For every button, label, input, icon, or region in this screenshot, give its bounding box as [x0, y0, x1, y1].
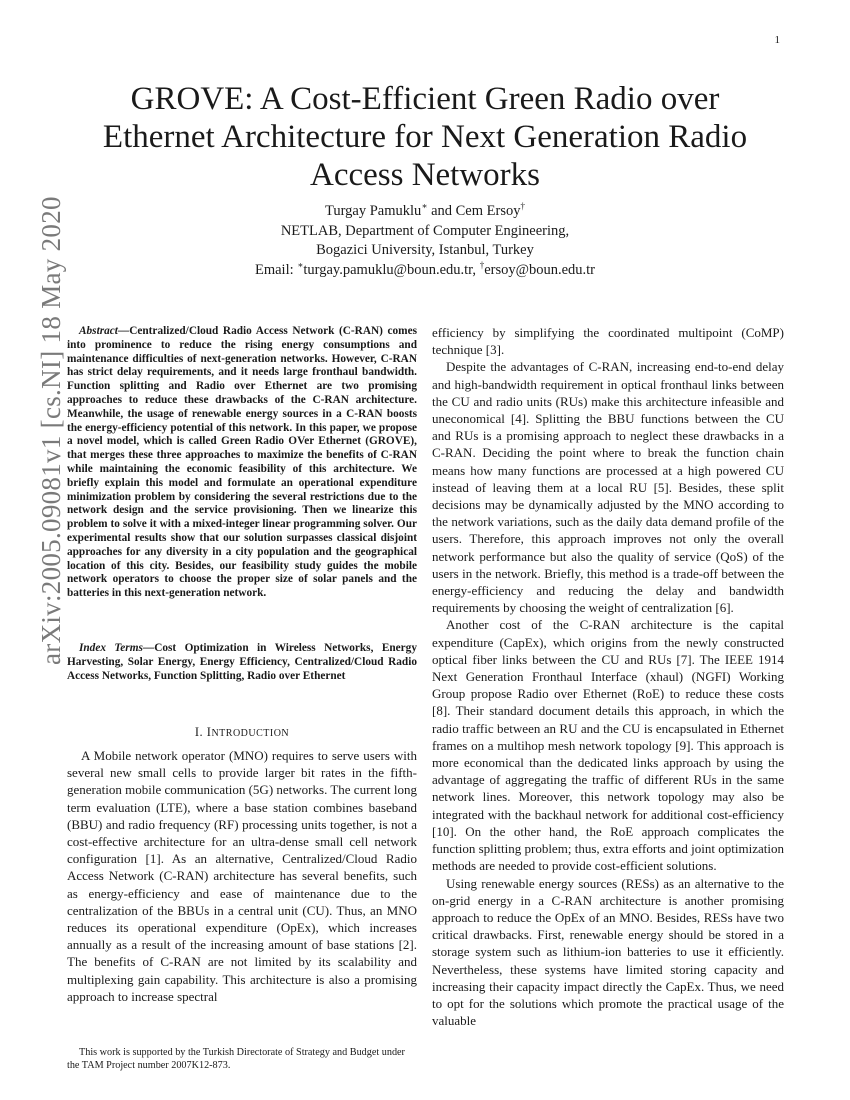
email-address: ersoy@boun.edu.tr	[484, 261, 595, 278]
paper-title	[70, 80, 780, 194]
email-address: turgay.pamuklu@boun.edu.tr,	[303, 261, 477, 278]
author-mark: ∗	[297, 259, 304, 270]
index-terms-label: Index Terms	[79, 642, 143, 654]
introduction-body	[67, 747, 417, 1005]
affiliation: Bogazici University, Istanbul, Turkey	[316, 242, 534, 258]
page-number: 1	[774, 34, 780, 46]
paragraph: Despite the advantages of C-RAN, increasing end-to-end delay and high-bandwidth requirement in optical fronthaul links between the CU and radio units (RUs) make this architecture infeasible and uneconomical [4]. Splitting the BBU functions between the CU and RUs is a promising approach to neglect these drawbacks in a C-RAN. Deciding the point where to break the function chain means how many functions are processed at a high powered CU instead of leaving them at a local RU [5]. Besides, these split decisions may be dynamically adjusted by the MNO according to the network variations, such as the daily data demand profile of the users. Therefore, this approach improves not only the overall network performance but also the quality of service (QoS) of the users in the network. Briefly, this method is a trade-off between the energy-efficiency and reducing the delay and bandwidth requirements by choosing the weight of centralization [6].	[432, 359, 784, 616]
email-label: Email:	[254, 261, 298, 278]
abstract-label: Abstract	[79, 325, 118, 337]
affiliation: NETLAB, Department of Computer Engineering,	[280, 222, 570, 239]
paragraph: A Mobile network operator (MNO) requires to serve users with several new small cells to provide larger bit rates in the fifth-generation mobile communication (5G) networks. The current long term evaluation (LTE), where a base station combines baseband (BBU) and radio frequency (RF) processing units together, is not a cost-effective architecture for an ultra-dense small cell network configuration [1]. As an alternative, Centralized/Cloud Radio Access Network (C-RAN) architecture has several benefits, such as energy-efficiency and ease of maintenance due to the centralization of the BBUs in a central unit (CU). Thus, an MNO reduces its operational expenditure (OpEx), which increases annually as a result of the increasing amount of base stations [2]. The benefits of C-RAN are not limited by its scalability and multiplexing gain capability. This architecture is also a promising approach to increase spectral	[67, 748, 417, 1004]
title-line: Ethernet Architecture for Next Generation Radio	[102, 119, 748, 155]
right-column-body	[432, 324, 784, 1029]
author-conjunction: and	[427, 203, 456, 219]
author-names	[70, 202, 780, 222]
title-line: Access Networks	[309, 157, 541, 193]
author-name: Cem Ersoy	[455, 203, 521, 219]
author-mark: ∗	[421, 201, 428, 212]
section-title-rest: NTRODUCTION	[211, 728, 290, 739]
author-mark: †	[520, 201, 525, 212]
abstract	[67, 325, 417, 601]
paragraph: efficiency by simplifying the coordinated multipoint (CoMP) technique [3].	[432, 325, 784, 358]
section-numeral: I.	[194, 725, 207, 739]
footnote: This work is supported by the Turkish Directorate of Strategy and Budget under the TAM Project number 2007K12-873.	[67, 1047, 405, 1071]
paragraph: Another cost of the C-RAN architecture is the capital expenditure (CapEx), which origins from the newly constructed optical fiber links between the CU and RUs [7]. The IEEE 1914 Next Generation Fronthaul Interface (xhaul) (NGFI) Working Group propose Radio over Ethernet (RoE) to reduce these costs [8]. Their standard document details this approach, in which the radio traffic between an RU and the CU is encapsulated in Ethernet frames on a multihop mesh network topology [9]. This approach is more economical than the dedicated links approach by using the advantage of aggregating the traffic of different RUs in the same network lines. Moreover, this network topology may also be integrated with the backhaul network for additional cost-efficiency [10]. On the other hand, the RoE approach complicates the function splitting problem; thus, extra efforts and joint optimization methods are needed to provide cost-efficient solutions.	[432, 617, 784, 874]
email-line	[70, 261, 780, 281]
author-mark: †	[479, 259, 485, 270]
title-line: GROVE: A Cost-Efficient Green Radio over	[130, 81, 720, 117]
index-terms	[67, 642, 417, 683]
index-terms-text: —Cost Optimization in Wireless Networks, Energy Harvesting, Solar Energy, Energy Efficiency, Centralized/Cloud Radio Access Networks, Function Splitting, Radio over Ethernet	[67, 642, 417, 682]
arxiv-identifier: arXiv:2005.09081v1 [cs.NI] 18 May 2020	[36, 196, 66, 665]
author-block	[70, 202, 780, 280]
paragraph: Using renewable energy sources (RESs) as an alternative to the on-grid energy in a C-RAN architecture is another promising approach to reduce the OpEx of an MNO. Besides, RESs have two critical drawbacks. First, renewable energy should be stored in a storage system such as lithium-ion batteries to use it efficiently. Nevertheless, these systems have limited storing capacity and increasing their capacity impact directly the CapEx. Thus, we need to opt for the solutions which promote the practical usage of the valuable	[432, 875, 784, 1029]
section-initial: I	[206, 725, 212, 739]
section-heading	[67, 725, 417, 740]
author-name: Turgay Pamuklu	[325, 203, 422, 219]
abstract-text: —Centralized/Cloud Radio Access Network (C-RAN) comes into prominence to reduce the rising energy consumptions and maintenance difficulties of next-generation networks. However, C-RAN has strict delay requirements, and it needs large fronthaul bandwidth. Function splitting and Radio over Ethernet are two promising approaches to reduce these drawbacks of the C-RAN architecture. Meanwhile, the usage of renewable energy sources in a C-RAN boosts the energy-efficiency potential of this network. In this paper, we propose a novel model, which is called Green Radio OVer Ethernet (GROVE), that merges these three approaches to maximize the benefits of C-RAN while maintaining the economic feasibility of this architecture. We briefly explain this model and formulate an operational expenditure minimization problem by considering the several restrictions due to the network design and the service provisioning. Then we linearize this problem to solve it with a mixed-integer linear programming solver. Our experimental results show that our solution surpasses classical disjoint approaches for any diversity in a city population and the geographical location of this city. Besides, our feasibility study guides the mobile network operators to choose the proper size of solar panels and the batteries in this next-generation network.	[67, 325, 417, 600]
